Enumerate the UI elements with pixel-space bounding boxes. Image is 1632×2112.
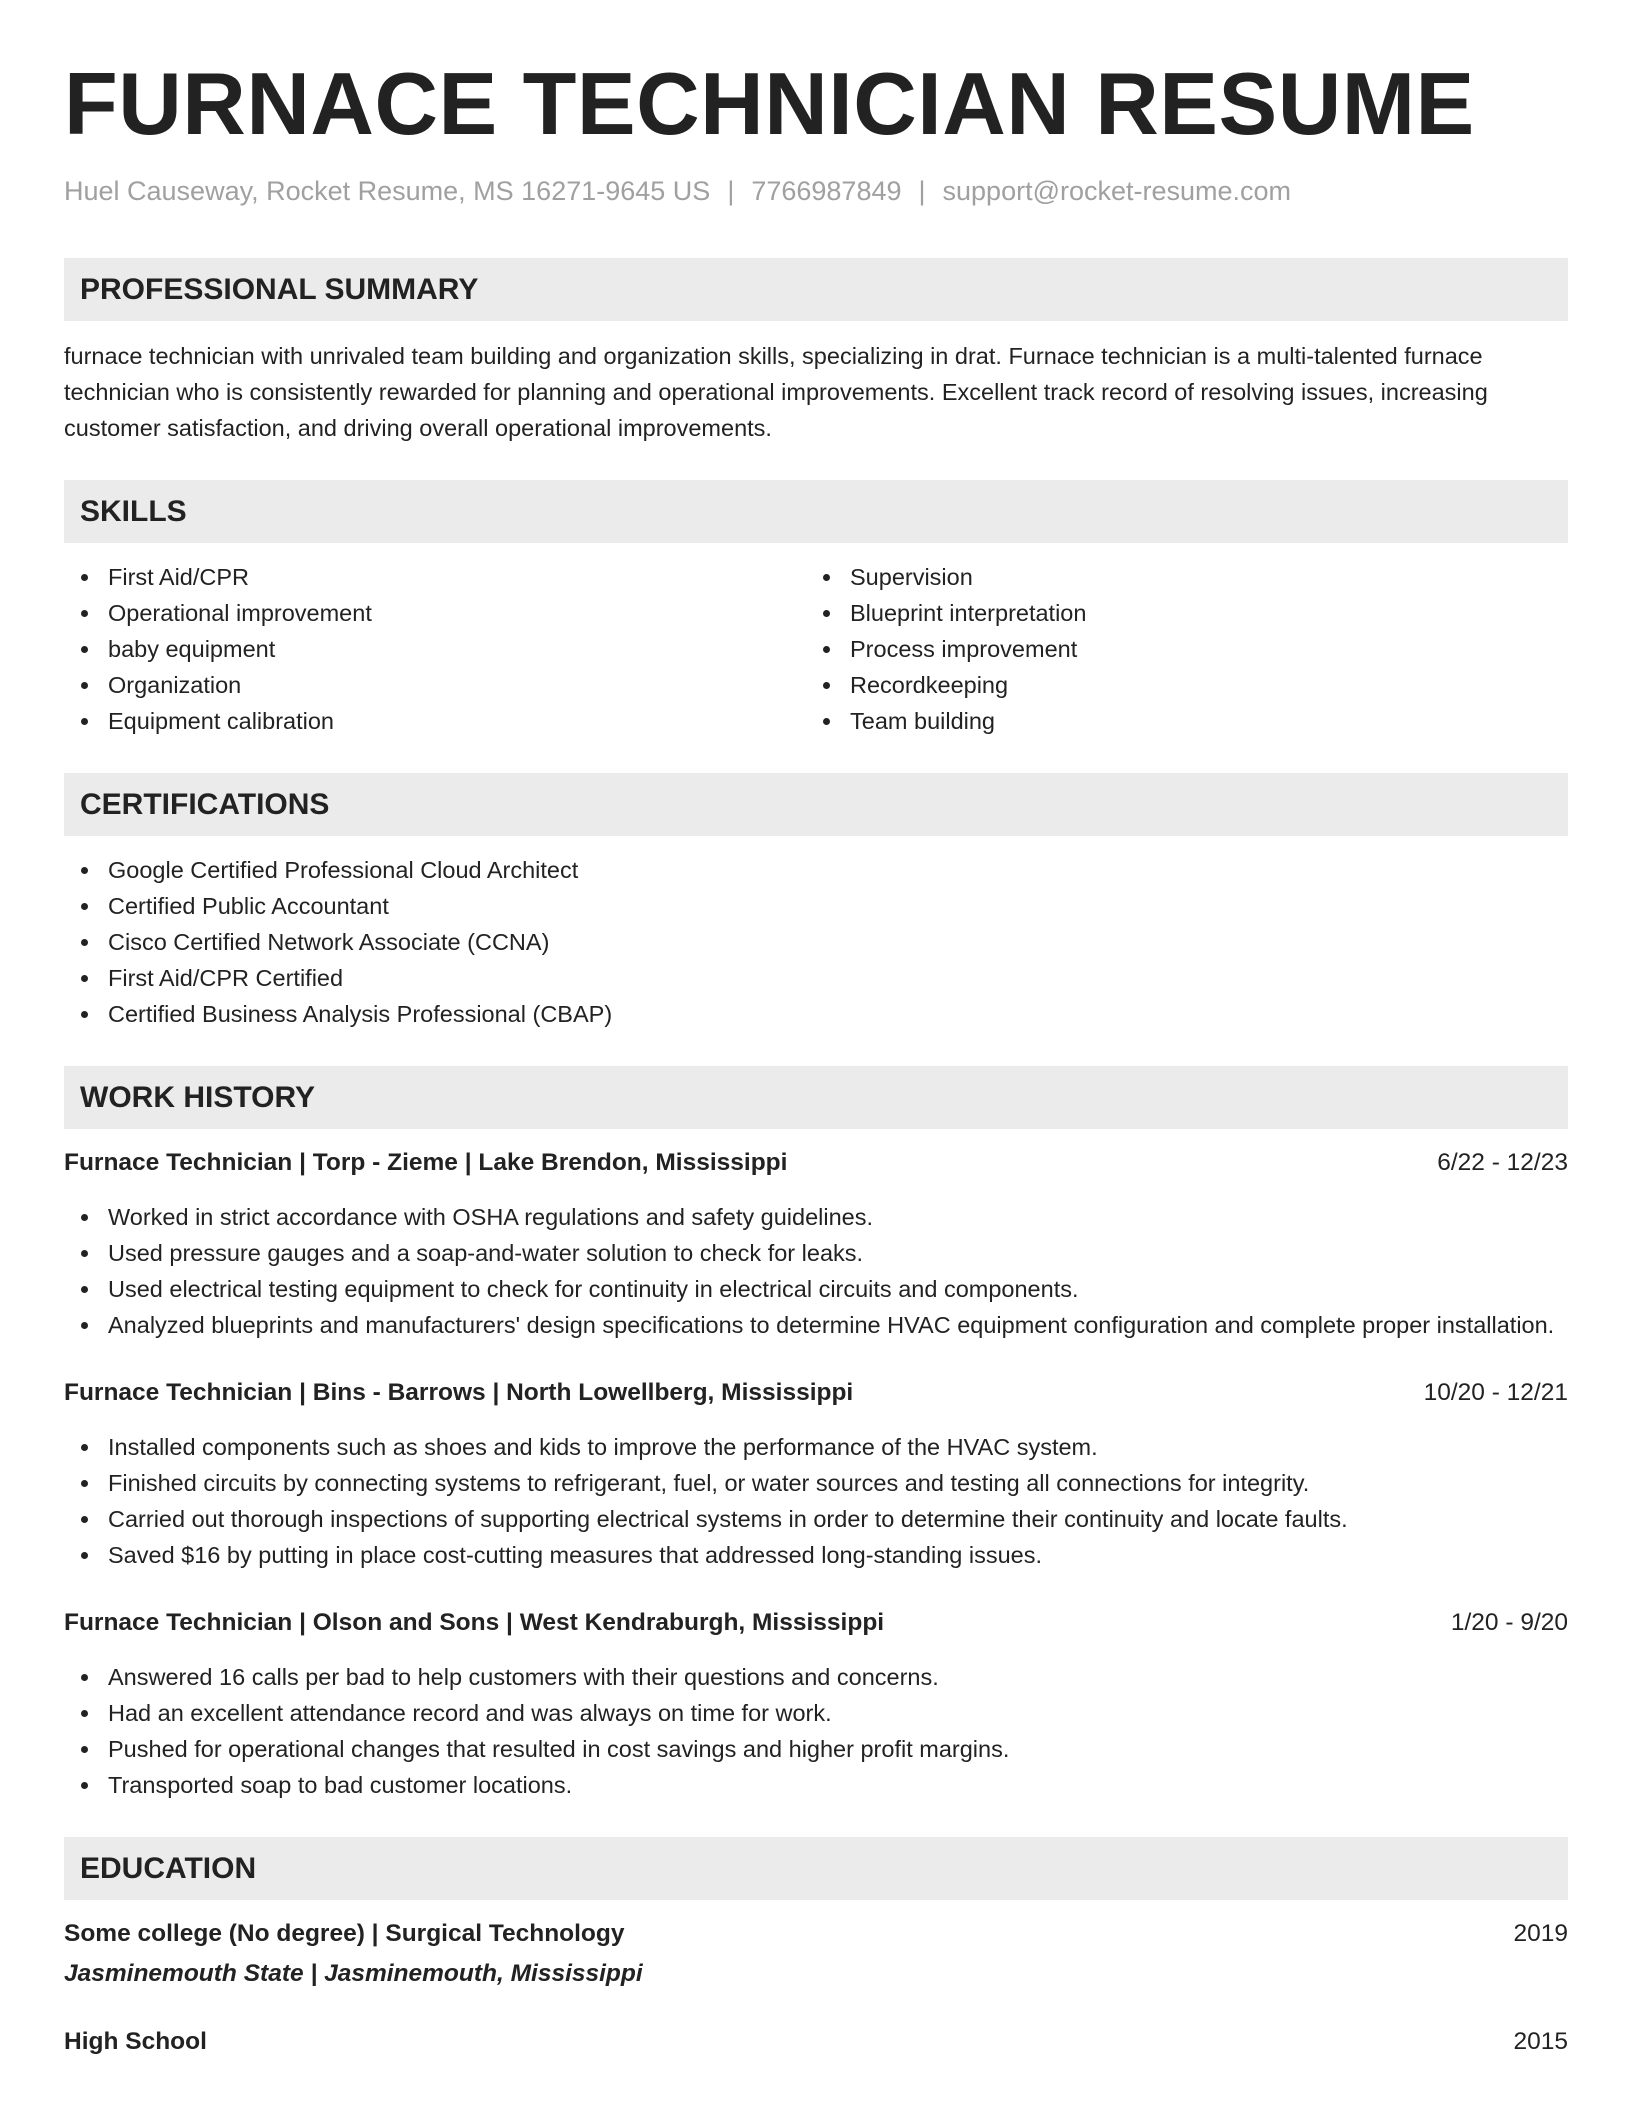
education-title: High School: [64, 2028, 207, 2055]
skill-item: First Aid/CPR: [64, 559, 806, 595]
certifications-heading: CERTIFICATIONS: [64, 773, 1568, 836]
certification-item: Cisco Certified Network Associate (CCNA): [64, 924, 1568, 960]
job-dates: 1/20 - 9/20: [1450, 1609, 1568, 1636]
contact-email: support@rocket-resume.com: [942, 176, 1292, 206]
work-history-heading: WORK HISTORY: [64, 1066, 1568, 1129]
education-school: Jasminemouth State | Jasminemouth, Mississippi: [64, 1960, 643, 1987]
skill-item: Team building: [806, 703, 1548, 739]
job-bullet: Installed components such as shoes and kids to improve the performance of the HVAC system.: [64, 1429, 1568, 1465]
job-dates: 6/22 - 12/23: [1437, 1149, 1568, 1176]
contact-address: Huel Causeway, Rocket Resume, MS 16271-9645 US: [64, 176, 711, 206]
education-heading: EDUCATION: [64, 1837, 1568, 1900]
job-bullet: Had an excellent attendance record and was always on time for work.: [64, 1695, 1568, 1731]
job-bullet: Finished circuits by connecting systems to refrigerant, fuel, or water sources and testing all connections for integrity.: [64, 1465, 1568, 1501]
skills-list: [64, 559, 1568, 739]
education-header: [64, 1916, 1568, 1952]
job-bullets: [64, 1199, 1568, 1343]
job-title: Furnace Technician | Torp - Zieme | Lake Brendon, Mississippi: [64, 1149, 788, 1176]
skill-item: Organization: [64, 667, 806, 703]
contact-phone: 7766987849: [751, 176, 902, 206]
job-header: [64, 1145, 1568, 1181]
education-year: 2019: [1513, 1920, 1568, 1947]
certifications-list: [64, 852, 1568, 1032]
education-title: Some college (No degree) | Surgical Technology: [64, 1920, 625, 1947]
skill-item: Process improvement: [806, 631, 1548, 667]
job-bullet: Transported soap to bad customer locations.: [64, 1767, 1568, 1803]
job-entry: [64, 1605, 1568, 1803]
education-year: 2015: [1513, 2028, 1568, 2055]
contact-line: [64, 174, 1568, 208]
skills-heading: SKILLS: [64, 480, 1568, 543]
education-header: [64, 2024, 1568, 2060]
contact-separator: |: [918, 176, 926, 206]
job-bullet: Carried out thorough inspections of supporting electrical systems in order to determine their continuity and locate faults.: [64, 1501, 1568, 1537]
job-bullet: Analyzed blueprints and manufacturers' design specifications to determine HVAC equipment configuration and complete proper installation.: [64, 1307, 1568, 1343]
skill-item: Supervision: [806, 559, 1548, 595]
job-bullet: Used pressure gauges and a soap-and-water solution to check for leaks.: [64, 1235, 1568, 1271]
skill-item: Operational improvement: [64, 595, 806, 631]
education-entry: [64, 2024, 1568, 2060]
job-dates: 10/20 - 12/21: [1423, 1379, 1568, 1406]
summary-text: furnace technician with unrivaled team building and organization skills, specializing in drat. Furnace technician is a multi-talented furnace technician who is consistently rewarded for planning and operational improvements. Excellent track record of resolving issues, increasing customer satisfaction, and driving overall operational improvements.: [64, 343, 1488, 441]
skill-item: Recordkeeping: [806, 667, 1548, 703]
job-bullet: Worked in strict accordance with OSHA regulations and safety guidelines.: [64, 1199, 1568, 1235]
job-title: Furnace Technician | Bins - Barrows | North Lowellberg, Mississippi: [64, 1379, 854, 1406]
job-entry: [64, 1375, 1568, 1573]
skill-item: baby equipment: [64, 631, 806, 667]
contact-separator: |: [727, 176, 735, 206]
job-header: [64, 1605, 1568, 1641]
skill-item: Blueprint interpretation: [806, 595, 1548, 631]
skills-column-right: [806, 559, 1548, 739]
skill-item: Equipment calibration: [64, 703, 806, 739]
resume-title: FURNACE TECHNICIAN RESUME: [64, 54, 1475, 153]
summary-heading: PROFESSIONAL SUMMARY: [64, 258, 1568, 321]
certification-item: Certified Public Accountant: [64, 888, 1568, 924]
job-bullet: Used electrical testing equipment to check for continuity in electrical circuits and components.: [64, 1271, 1568, 1307]
certification-item: First Aid/CPR Certified: [64, 960, 1568, 996]
skills-column-left: [64, 559, 806, 739]
job-title: Furnace Technician | Olson and Sons | West Kendraburgh, Mississippi: [64, 1609, 885, 1636]
job-entry: [64, 1145, 1568, 1343]
certification-item: Google Certified Professional Cloud Architect: [64, 852, 1568, 888]
job-header: [64, 1375, 1568, 1411]
job-bullet: Pushed for operational changes that resulted in cost savings and higher profit margins.: [64, 1731, 1568, 1767]
education-entry: [64, 1916, 1568, 1992]
job-bullet: Answered 16 calls per bad to help customers with their questions and concerns.: [64, 1659, 1568, 1695]
certification-item: Certified Business Analysis Professional (CBAP): [64, 996, 1568, 1032]
job-bullets: [64, 1429, 1568, 1573]
job-bullets: [64, 1659, 1568, 1803]
job-bullet: Saved $16 by putting in place cost-cutting measures that addressed long-standing issues.: [64, 1537, 1568, 1573]
